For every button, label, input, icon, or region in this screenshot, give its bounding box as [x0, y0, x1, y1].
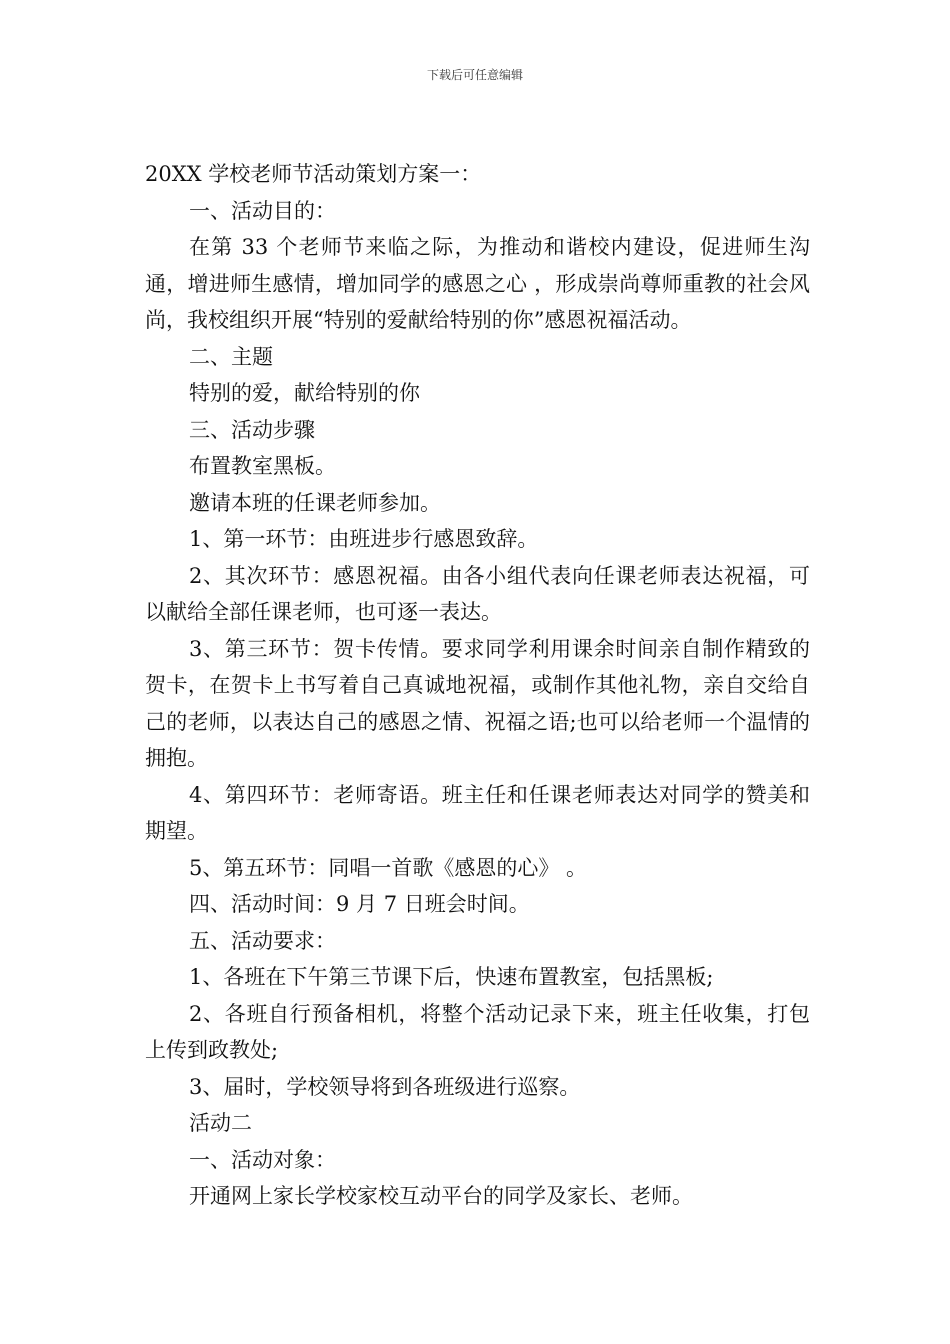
page-header-note: 下载后可任意编辑 — [426, 68, 523, 82]
step-3: 3、第三环节：贺卡传情。要求同学利用课余时间亲自制作精致的贺卡，在贺卡上书写着自己真诚地祝福，或制作其他礼物，亲自交给自己的老师，以表达自己的感恩之情、祝福之语;也可以给老师一个温情的拥抱。 — [145, 636, 810, 770]
document-body — [145, 156, 810, 1215]
document-title: 20XX 学校老师节活动策划方案一： — [145, 162, 482, 186]
section-heading-steps: 三、活动步骤 — [189, 417, 315, 442]
step-2: 2、其次环节：感恩祝福。由各小组代表向任课老师表达祝福，可以献给全部任课老师，也可逐一表达。 — [145, 563, 810, 624]
step-prep-blackboard: 布置教室黑板。 — [189, 454, 336, 478]
section-heading-requirements: 五、活动要求： — [189, 928, 336, 953]
section-heading-time: 四、活动时间：9 月 7 日班会时间。 — [189, 892, 530, 916]
section-heading-theme: 二、主题 — [189, 344, 273, 369]
section-heading-purpose: 一、活动目的： — [189, 198, 336, 223]
paragraph-purpose: 在第 33 个老师节来临之际，为推动和谐校内建设，促进师生沟通，增进师生感情，增加同学的感恩之心 ，形成崇尚尊师重教的社会风尚，我校组织开展“特别的爱献给特别的你”感恩祝福活动。 — [145, 235, 810, 332]
step-1: 1、第一环节：由班进步行感恩致辞。 — [189, 527, 539, 551]
theme-text: 特别的爱，献给特别的你 — [189, 381, 420, 405]
requirement-1: 1、各班在下午第三节课下后，快速布置教室，包括黑板; — [189, 965, 714, 989]
step-5: 5、第五环节：同唱一首歌《感恩的心》 。 — [189, 855, 588, 880]
activity-two-section-heading: 一、活动对象： — [189, 1147, 336, 1172]
requirement-2: 2、各班自行预备相机，将整个活动记录下来，班主任收集，打包上传到政教处; — [145, 1001, 810, 1062]
activity-two-target-text: 开通网上家长学校家校互动平台的同学及家长、老师。 — [189, 1184, 693, 1208]
activity-two-heading: 活动二 — [189, 1111, 252, 1135]
step-invite-teachers: 邀请本班的任课老师参加。 — [189, 490, 441, 515]
step-4: 4、第四环节：老师寄语。班主任和任课老师表达对同学的赞美和期望。 — [145, 782, 810, 843]
requirement-3: 3、届时，学校领导将到各班级进行巡察。 — [189, 1074, 581, 1099]
